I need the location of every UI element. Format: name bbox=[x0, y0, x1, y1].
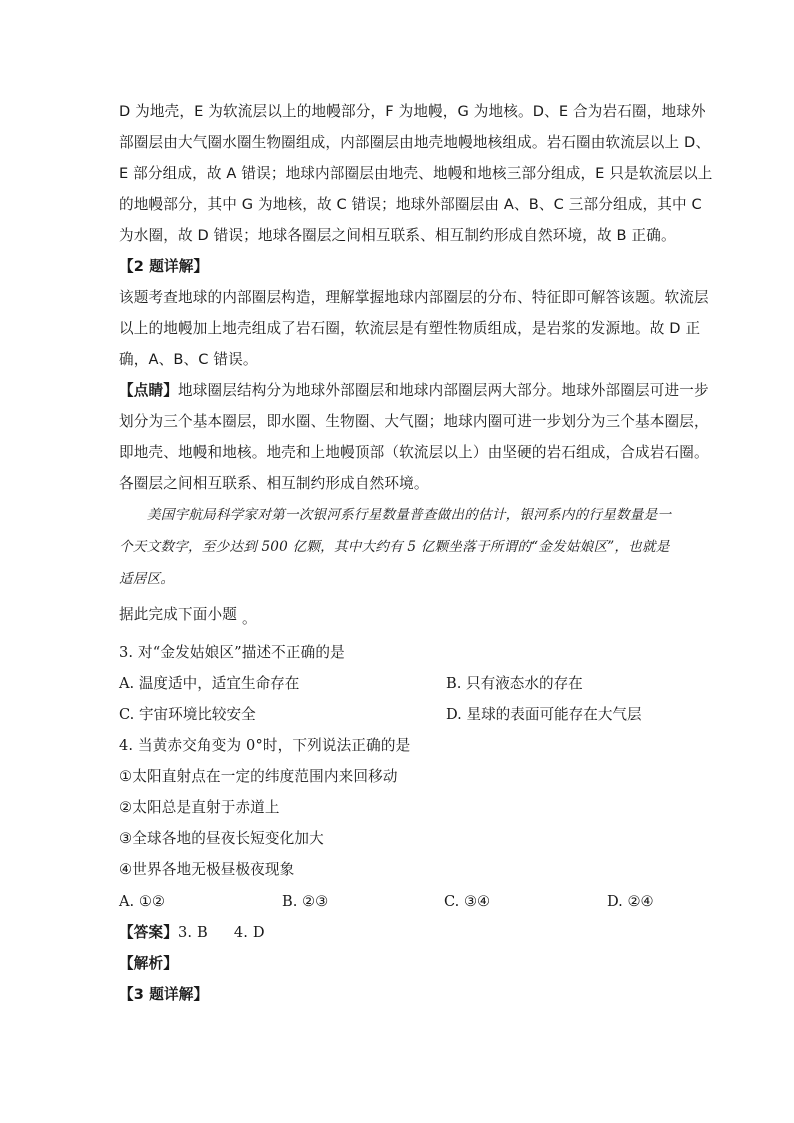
q3-option-b: B. 只有液态水的存在 bbox=[446, 675, 583, 692]
q3-heading: 【3 题详解】 bbox=[119, 986, 209, 1003]
q4-stem: 4. 当黄赤交角变为 0°时，下列说法正确的是 bbox=[119, 737, 411, 754]
passage-line-3: 适居区。 bbox=[119, 571, 175, 587]
key-point-text-1: 地球圈层结构分为地球外部圈层和地球内部圈层两大部分。地球外部圈层可进一步 bbox=[177, 382, 709, 399]
passage-line-2: 个天文数字，至少达到 500 亿颗，其中大约有 5 亿颗坐落于所谓的“金发姑娘区”，也就是 bbox=[119, 539, 670, 555]
q4-option-d: D. ②④ bbox=[607, 893, 654, 910]
q4-statement-3: ③全球各地的昼夜长短变化加大 bbox=[119, 830, 324, 847]
q4-option-c: C. ③④ bbox=[444, 893, 491, 910]
q3-option-c: C. 宇宙环境比较安全 bbox=[119, 706, 256, 723]
analysis-line-1: D 为地壳，E 为软流层以上的地幔部分，F 为地幔，G 为地核。D、E 合为岩石圈，地球外 bbox=[119, 103, 706, 120]
analysis-line-2: 部圈层由大气圈水圈生物圈组成，内部圈层由地壳地幔地核组成。岩石圈由软流层以上 D、 bbox=[119, 134, 711, 151]
q2-heading: 【2 题详解】 bbox=[119, 258, 209, 275]
q3-option-a: A. 温度适中，适宜生命存在 bbox=[119, 675, 300, 692]
q4-statement-1: ①太阳直射点在一定的纬度范围内来回移动 bbox=[119, 768, 398, 785]
passage-line-1: 美国宇航局科学家对第一次银河系行星数量普查做出的估计，银河系内的行星数量是一 bbox=[147, 507, 672, 523]
q2-detail-line-2: 以上的地幔加上地壳组成了岩石圈，软流层是有塑性物质组成，是岩浆的发源地。故 D 正 bbox=[119, 320, 701, 337]
answer-q4: 4. D bbox=[233, 924, 265, 941]
answer-q3: 3. B bbox=[177, 924, 208, 941]
analysis-line-4: 的地幔部分，其中 G 为地核，故 C 错误；地球外部圈层由 A、B、C 三部分组成，其中 C bbox=[119, 196, 702, 213]
instruction-line: 据此完成下面小题 。 bbox=[119, 606, 257, 627]
key-point-label: 【点睛】 bbox=[119, 382, 178, 399]
analysis-line-3: E 部分组成，故 A 错误；地球内部圈层由地壳、地幔和地核三部分组成，E 只是软流层以上 bbox=[119, 165, 713, 182]
q4-option-b: B. ②③ bbox=[282, 893, 329, 910]
key-point-line-4: 各圈层之间相互联系、相互制约形成自然环境。 bbox=[119, 475, 429, 492]
q3-stem: 3. 对“金发姑娘区”描述不正确的是 bbox=[119, 644, 345, 661]
q4-statement-2: ②太阳总是直射于赤道上 bbox=[119, 799, 280, 816]
key-point-line-2: 划分为三个基本圈层，即水圈、生物圈、大气圈；地球内圈可进一步划分为三个基本圈层， bbox=[119, 413, 709, 430]
instruction-text: 据此完成下面小题 bbox=[119, 606, 237, 623]
q4-option-a: A. ①② bbox=[119, 893, 165, 910]
q2-detail-line-1: 该题考查地球的内部圈层构造，理解掌握地球内部圈层的分布、特征即可解答该题。软流层 bbox=[119, 289, 709, 306]
answer-line bbox=[119, 923, 265, 943]
analysis-label: 【解析】 bbox=[119, 955, 178, 972]
q3-option-d: D. 星球的表面可能存在大气层 bbox=[446, 706, 642, 723]
answer-label: 【答案】 bbox=[119, 924, 178, 941]
q2-detail-line-3: 确，A、B、C 错误。 bbox=[119, 351, 258, 368]
q4-statement-4: ④世界各地无极昼极夜现象 bbox=[119, 861, 295, 878]
analysis-line-5: 为水圈，故 D 错误；地球各圈层之间相互联系、相互制约形成自然环境，故 B 正确。 bbox=[119, 227, 676, 244]
key-point-line-3: 即地壳、地幔和地核。地壳和上地幔顶部（软流层以上）由坚硬的岩石组成，合成岩石圈。 bbox=[119, 444, 709, 461]
key-point-line-1 bbox=[119, 381, 709, 401]
